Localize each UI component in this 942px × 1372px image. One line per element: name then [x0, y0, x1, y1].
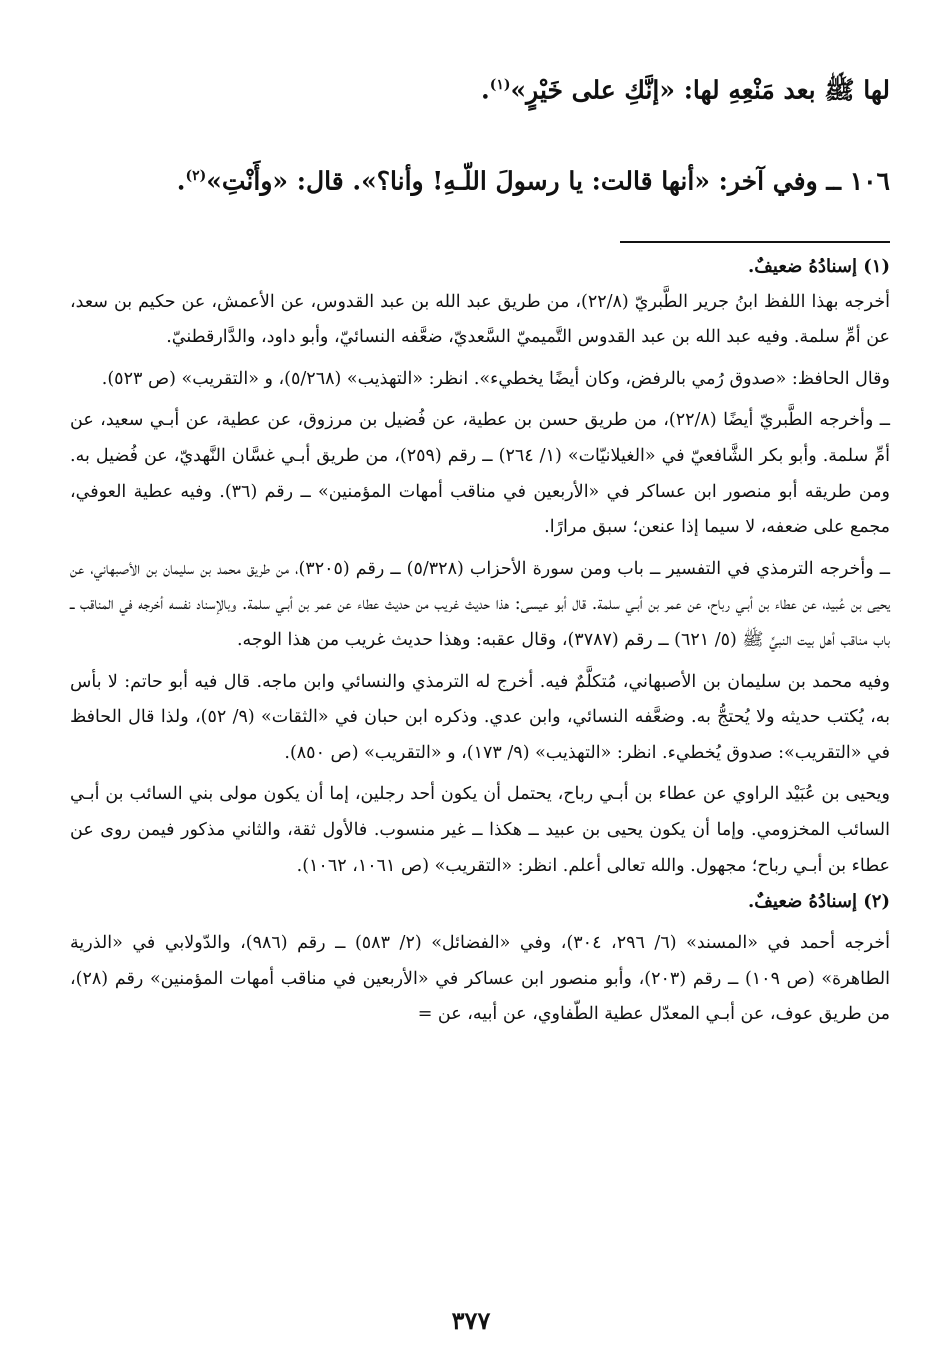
footnote-1-paragraph: وقال الحافظ: «صدوق رُمي بالرفض، وكان أيضًا يخطيء». انظر: «التهذيب» (٥/٢٦٨)، و «التقريب» (ص ٥٢٣).: [101, 368, 890, 389]
main-text-line-2: [70, 153, 890, 204]
footnote-1-paragraph: ــ وأخرجه الترمذي في التفسير ــ باب ومن سورة الأحزاب (٥/٣٢٨) ــ رقم (٣٢٠٥)، من طريق محمد بن سليمان بن الأصبهاني، عن يحيى بن عُبيد، عن عطاء بن أبـي رباح، عن عمر بن أبـي سلمة. قال أبو عيسى: هذا حديث غريب من حديث عطاء عن عمر بن أبـي سلمة. وبالإسناد نفسه أخرجه في المناقب ــ باب مناقب أهل بيت النبيِّ ﷺ (٥/ ٦٢١) ــ رقم (٣٧٨٧)، وقال عقبه: وهذا حديث غريب من هذا الوجه.: [70, 558, 891, 650]
footnotes: [70, 249, 890, 1033]
footnote-ref-1[interactable]: (١): [489, 77, 511, 93]
page-number: ٣٧٧: [451, 1306, 491, 1335]
main-text-line-1: [70, 62, 890, 113]
footnote-1-paragraph: وفيه محمد بن سليمان بن الأصبهاني، مُتكلَّمٌ فيه. أخرج له الترمذي والنسائي وابن ماجه. قال فيه أبو حاتم: لا بأس به، يُكتب حديثه ولا يُحتجُّ به. وضعَّفه النسائي، وابن عدي. وذكره ابن حبان في «الثقات» (٩/ ٥٢)، ولذا قال الحافظ في «التقريب»: صدوق يُخطيء. انظر: «التهذيب» (٩/ ١٧٣)، و «التقريب» (ص ٨٥٠).: [70, 671, 890, 763]
footnote-1-paragraph: ــ وأخرجه الطَّبريّ أيضًا (٢٢/٨)، من طريق حسن بن عطية، عن فُضيل بن مرزوق، عن عطية، عن أبـي سعيد، عن أمِّ سلمة. وأبو بكر الشَّافعيّ في «الغيلانيّات» (١/ ٢٦٤) ــ رقم (٢٥٩)، من طريق أبـي غسَّان النَّهديّ، عن فُضيل به. ومن طريقه أبو منصور ابن عساكر في «الأربعين في مناقب أمهات المؤمنين» ــ رقم (٣٦). وفيه عطية العوفي، مجمع على ضعفه، لا سيما إذا عنعن؛ سبق مرارًا.: [70, 410, 891, 538]
main-line-1: لها ﷺ بعد مَنْعِهِ لها: «إنَّكِ على خَيْرٍ»: [510, 75, 890, 105]
footnote-1-paragraph: ويحيى بن عُبَيْد الراوي عن عطاء بن أبـي رباح، يحتمل أن يكون أحد رجلين، إما أن يكون مولى بني السائب بن أبـي السائب المخزومي. وإما أن يكون يحيى بن عبيد ــ هكذا ــ غير منسوب. فالأول ثقة، والثاني مذكور فيمن روى عن عطاء بن أبـي رباح؛ مجهول. والله تعالى أعلم. انظر: «التقريب» (ص ١٠٦١، ١٠٦٢).: [70, 784, 890, 876]
main-line-2: ١٠٦ ــ وفي آخر: «أنها قالت: يا رسولَ اللّـهِ! وأنا؟». قال: «وأَنْتِ»: [206, 166, 890, 196]
footnote-2-title: (٢) إسنادُهُ ضعيفٌ.: [748, 891, 890, 913]
main-line-1-end: .: [481, 75, 490, 105]
footnote-2-paragraph: أخرجه أحمد في «المسند» (٦/ ٢٩٦، ٣٠٤)، وفي «الفضائل» (٢/ ٥٨٣) ــ رقم (٩٨٦)، والدّولابي في «الذرية الطاهرة» (ص ١٠٩) ــ رقم (٢٠٣)، وأبو منصور ابن عساكر في «الأربعين في مناقب أمهات المؤمنين» رقم (٢٨)، من طريق عوف، عن أبـي المعدّل عطية الطّفاوي، عن أبيه، عن =: [70, 933, 891, 1025]
main-line-2-end: .: [176, 166, 186, 196]
footnote-1-paragraph: أخرجه بهذا اللفظ ابنُ جرير الطَّبريّ (٢٢/٨)، من طريق عبد الله بن عبد القدوس، عن الأعمش، عن حكيم بن سعد، عن أمِّ سلمة. وفيه عبد الله بن عبد القدوس التَّميميّ السَّعديّ، ضعَّفه النسائيّ، وأبو داود، والدَّارقطنيّ.: [70, 291, 890, 348]
footnote-separator: [620, 241, 890, 243]
footnote-ref-2[interactable]: (٢): [185, 168, 207, 185]
page-body: [70, 62, 890, 1033]
footnote-1-title: (١) إسنادُهُ ضعيفٌ.: [748, 255, 890, 277]
